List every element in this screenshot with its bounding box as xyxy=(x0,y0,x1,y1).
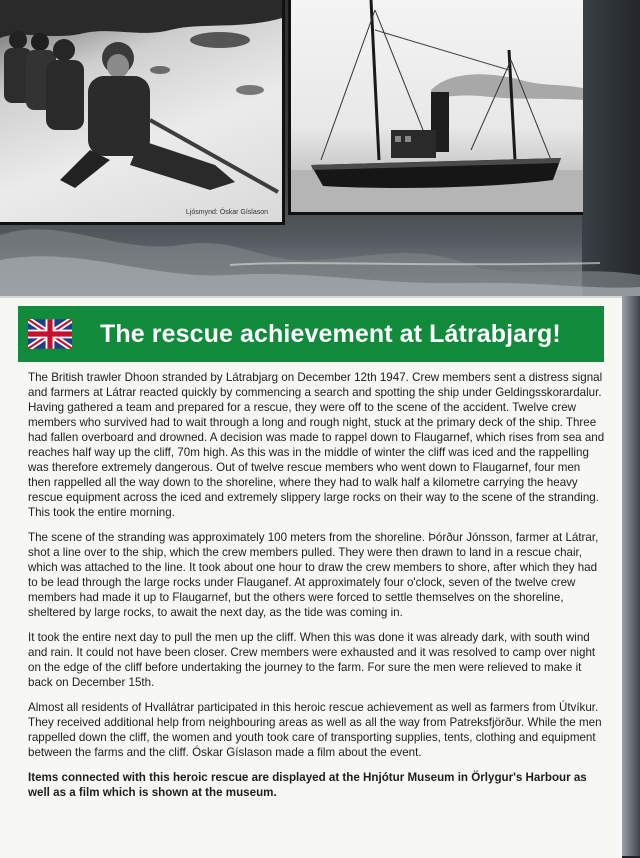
uk-flag-icon xyxy=(28,319,72,349)
page-title: The rescue achievement at Látrabjarg! xyxy=(100,319,561,348)
photo-credit: Ljósmynd: Óskar Gíslason xyxy=(185,209,268,216)
paragraph-3: It took the entire next day to pull the men up the cliff. When this was done it was already dark, with south wind and rain. It could not have been closer. Crew members were exhausted and it was resolved to camp over night on the edge of the cliff before undertaking the journey to the farm. For sure the men were relieved to make it back on December 15th. xyxy=(28,631,596,689)
sea-wave-photo xyxy=(0,205,640,300)
steam-trawler-photo xyxy=(288,0,583,215)
title-banner xyxy=(18,306,604,362)
board-side-edge xyxy=(622,296,640,856)
body-text xyxy=(28,370,606,810)
paragraph-2: The scene of the stranding was approximately 100 meters from the shoreline. Þórður Jónsson, farmer at Látrar, shot a line over to the ship, which the crew members pulled. They were then drawn to land in a rescue chair, which was attached to the line. It took about one hour to draw the crew members to shore, after which they had to be lead through the large rocks under Flauganef. At approximately four o'clock, seven of the twelve crew members had made it up to Flaugarnef, but the others were forced to settle themselves on the shoreline, sheltered by large rocks, to await the next day, as the tide was coming in. xyxy=(28,531,599,619)
museum-note: Items connected with this heroic rescue are displayed at the Hnjótur Museum in Örlygur's Harbour as well as a film which is shown at the museum. xyxy=(28,771,587,799)
paragraph-4: Almost all residents of Hvallátrar participated in this heroic rescue achievement as well as farmers from Útvíkur. They received additional help from neighbouring areas as well as all the way from Patreksfjörður. While the men rappelled down the cliff, the women and youth took care of transporting supplies, tents, clothing and equipment between the farms and the cliff. Óskar Gíslason made a film about the event. xyxy=(28,701,602,759)
photo-band xyxy=(0,0,640,300)
paragraph-1: The British trawler Dhoon stranded by Látrabjarg on December 12th 1947. Crew members sent a distress signal and farmers at Látrar reacted quickly by commencing a search and spotting the ship under Geldingsskorardalur. Having gathered a team and prepared for a rescue, they were off to the scene of the accident. Twelve crew members who survived had to wait through a long and rough night, stuck at the primary deck of the ship. Three had fallen overboard and drowned. A decision was made to rappel down to Flaugarnef, which rises from sea and reaches half way up the cliff, 70m high. As this was in the middle of winter the cliff was iced and the rappelling was therefore extremely dangerous. Out of twelve rescue members who went down to Flaugarnef, four men then rappelled all the way down to the shoreline, where they had to walk half a kilometre carrying the heavy rescue equipment across the iced and extremely slippery large rocks on their way to the scene of the stranding. This took the entire morning. xyxy=(28,371,605,519)
rescuers-on-snow-photo xyxy=(0,0,285,225)
